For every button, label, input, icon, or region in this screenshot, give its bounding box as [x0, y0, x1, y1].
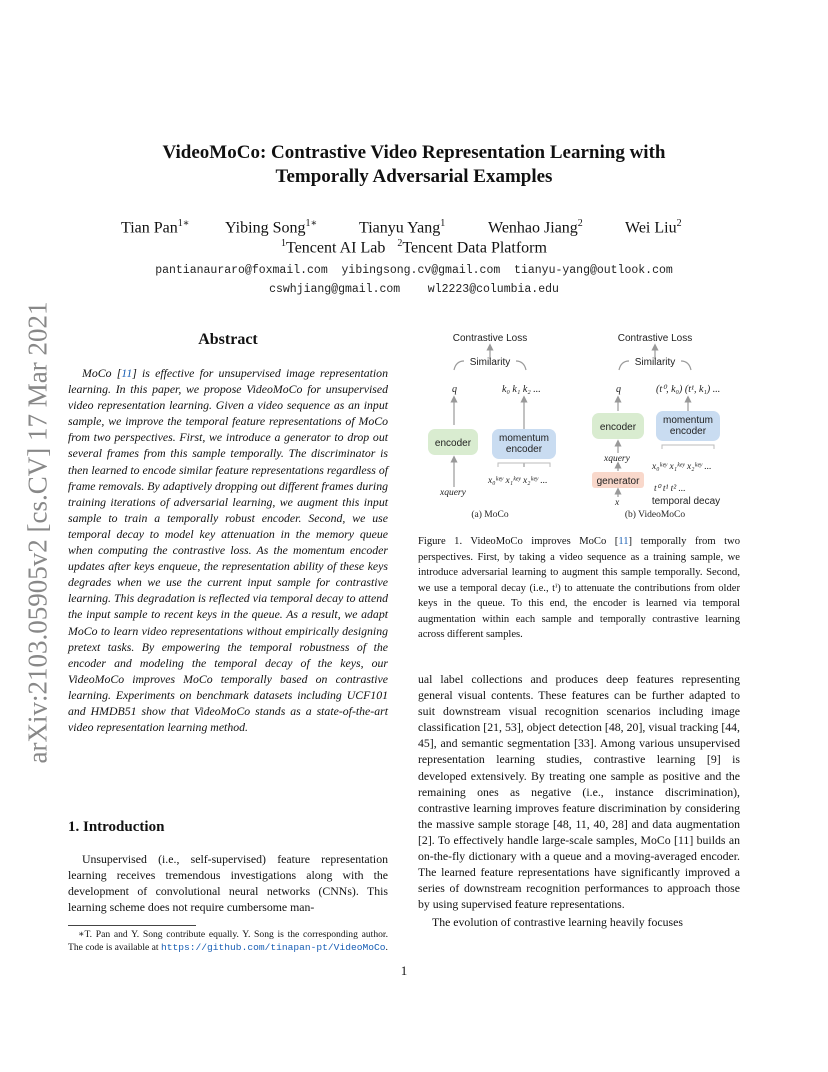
decay-label: temporal decay	[651, 496, 721, 507]
left-q-label: q	[452, 384, 457, 395]
right-similarity-label: Similarity	[634, 357, 676, 368]
right-xquery-label: xquery	[604, 454, 630, 464]
author: Wenhao Jiang$^2$	[488, 218, 583, 237]
affiliations: $^1$Tencent AI Lab $^2$Tencent Data Platform	[281, 238, 547, 257]
right-loss-label: Contrastive Loss	[617, 333, 693, 344]
left-keys-label: k₀ k₁ k₂ ...	[502, 384, 541, 395]
abstract-heading: Abstract	[198, 331, 258, 348]
right-sublabel: (b) VideoMoCo	[624, 510, 686, 520]
right-momentum-label-2: encoder	[669, 426, 707, 437]
page-number: 1	[400, 963, 408, 978]
title-line-1: VideoMoCo: Contrastive Video Representation Learning with	[162, 142, 666, 163]
email-line: cswhjiang@gmail.com wl2223@columbia.edu	[269, 283, 559, 296]
paragraph: The evolution of contrastive learning heavily focuses	[432, 915, 683, 930]
figure-caption: Figure 1. VideoMoCo improves MoCo [11] temporally from two perspectives. First, by taking a video sequence as a training sample, we introduce adversarial learning to augment this sample temporally. Second, we use a temporal decay (i.e., tⁱ) to attenuate the contributions from older keys in the queue. To this end, the encoder is learned via temporal augmentation within each sample and temporally contrastive learning across different samples.	[418, 536, 740, 640]
left-similarity-label: Similarity	[469, 357, 511, 368]
paragraph: ual label collections and produces deep features representing general visual contents. These features can be further adapted to suit downstream visual recognition scenarios including image classification [21, 53], object detection [48, 20], visual tracking [44, 45], and semantic segmentation [33]. Among various unsupervised representation learning studies, contrastive learning [9] is developed extensively. By treating one sample as positive and the remaining ones as negative (i.e., instance discrimination), contrastive learning improves feature discrimination by considering the massive sample storage [48, 11, 40, 28] and data augmentation [2]. To effectively handle large-scale samples, MoCo [11] builds an on-the-fly dictionary with a queue and a moving-averaged encoder. The learned feature representations have significantly improved a series of downstream recognition performances to approach those by using supervised feature representations.	[418, 672, 740, 912]
left-xkey-label: x₀ᵏᵉʸ x₁ᵏᵉʸ x₂ᵏᵉʸ ...	[488, 476, 548, 486]
figure-1-diagram	[418, 325, 748, 525]
generator-label: generator	[596, 476, 640, 487]
author: Tianyu Yang$^1$	[359, 218, 446, 237]
right-q-label: q	[616, 384, 621, 395]
left-sublabel: (a) MoCo	[471, 510, 509, 520]
citation-link[interactable]: 11	[618, 536, 629, 547]
right-column-text	[418, 671, 740, 931]
paper-title	[0, 141, 828, 189]
footnote-divider	[68, 925, 196, 926]
section-heading: 1. Introduction	[68, 819, 165, 835]
author-emails	[0, 261, 828, 299]
arxiv-stamp: arXiv:2103.05905v2 [cs.CV] 17 Mar 2021	[22, 301, 53, 764]
footnote: ∗T. Pan and Y. Song contribute equally. Y. Song is the corresponding author. The code is available at https://github.com/tinapan-pt/VideoMoCo.	[68, 929, 388, 953]
citation-link[interactable]: 11	[121, 366, 133, 380]
right-encoder-label: encoder	[599, 422, 637, 433]
author: Wei Liu$^2$	[625, 218, 682, 237]
right-keys-label: (t⁰, k₀) (t¹, k₁) ...	[656, 384, 721, 395]
left-momentum-label-2: encoder	[505, 444, 543, 455]
left-loss-label: Contrastive Loss	[452, 333, 528, 344]
left-encoder-label: encoder	[434, 438, 472, 449]
right-momentum-label: momentum	[662, 415, 714, 426]
author: Yibing Song$^{1∗}$	[225, 218, 318, 237]
email-line: pantianauraro@foxmail.com yibingsong.cv@gmail.com tianyu-yang@outlook.com	[155, 264, 673, 277]
right-x-label: x	[615, 498, 620, 508]
abstract-text: MoCo [11] is effective for unsupervised image representation learning. In this paper, we propose VideoMoCo for unsupervised video representation learning. Given a video sequence as an input sample, we improve the temporal feature representations of MoCo from two perspectives. First, we introduce a generator to drop out several frames from this sample temporally. The discriminator is then learned to encode similar feature representations regardless of frame removals. By adaptively dropping out different frames during training iterations of adversarial learning, we augment this input sample to train a temporally robust encoder. Second, we use temporal decay to model key attenuation in the memory queue when computing the contrastive loss. As the momentum encoder updates after keys enqueue, the representation ability of these keys degrades when we use the current input sample for contrastive learning. This degradation is reflected via temporal decay to attend the input sample to recent keys in the queue. As a result, we adapt MoCo to learn video representations without empirically designing pretext tasks. By empowering the temporal robustness of the encoder and modeling the temporal decay of the keys, our VideoMoCo improves MoCo temporally based on contrastive learning. Experiments on benchmark datasets including UCF101 and HMDB51 show that VideoMoCo stands as a state-of-the-art video representation learning method.	[68, 366, 388, 735]
right-xkey-label: x₀ᵏᵉʸ x₁ᵏᵉʸ x₂ᵏᵉʸ ...	[652, 462, 712, 472]
left-xquery-label: xquery	[440, 488, 466, 498]
code-link[interactable]: https://github.com/tinapan-pt/VideoMoCo	[160, 941, 386, 953]
left-momentum-label: momentum	[498, 433, 550, 444]
intro-text: Unsupervised (i.e., self-supervised) feature representation learning receives tremendous investigations along with the development of convolutional neural networks (CNNs). This learning scheme does not require cumbersome man-	[68, 852, 388, 915]
decay-values: t⁰ t¹ t² ...	[654, 484, 686, 494]
title-line-2: Temporally Adversarial Examples	[275, 166, 553, 187]
author: Tian Pan$^{1∗}$	[121, 218, 190, 237]
